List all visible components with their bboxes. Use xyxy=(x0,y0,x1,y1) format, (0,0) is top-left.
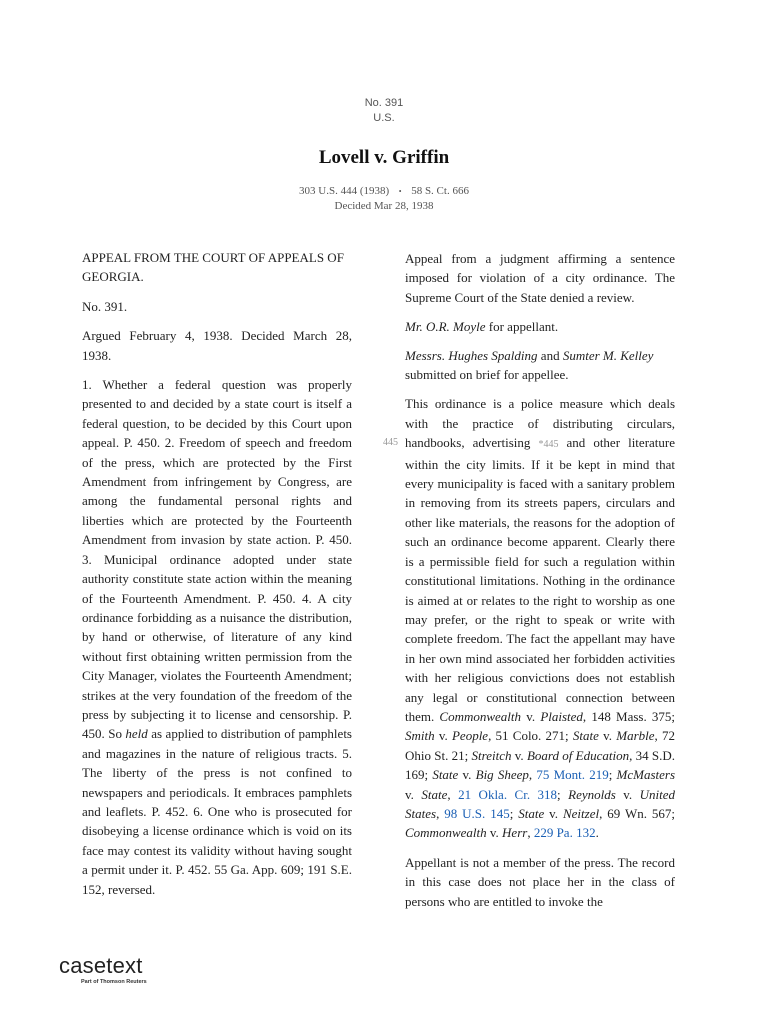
versus: v. xyxy=(458,767,476,783)
star-page-marker: *445 xyxy=(538,439,559,451)
court-name: U.S. xyxy=(373,112,395,124)
citation-link[interactable]: 229 Pa. 132 xyxy=(533,825,596,841)
case-cite: , 51 Colo. 271; xyxy=(488,728,573,744)
left-column xyxy=(82,248,352,909)
citation-link[interactable]: 75 Mont. 219 xyxy=(536,767,609,783)
argued-decided: Argued February 4, 1938. Decided March 28, 1938. xyxy=(82,328,352,363)
opinion-text-a: This ordinance is a police measure which deals with the practice of distributing circulars, handbooks, advertising xyxy=(405,396,675,451)
appellant-counsel-text: for appellant. xyxy=(485,319,559,335)
versus: v. xyxy=(511,747,527,763)
versus: v. xyxy=(598,728,617,744)
case-title: Lovell v. Griffin xyxy=(318,147,450,168)
case-cite: , 34 S.D. 169; xyxy=(405,747,675,783)
case-number: No. 391. xyxy=(82,298,128,314)
case-party: Herr xyxy=(502,825,528,841)
case-name: Smith xyxy=(405,728,435,744)
case-party: United States xyxy=(405,786,676,821)
appeal-heading: APPEAL FROM THE COURT OF APPEALS OF GEORGIA. xyxy=(82,250,344,285)
appellee-counsel-name-1: Hughes Spalding xyxy=(448,347,538,363)
opinion-paragraph-2: Appellant is not a member of the press. The record in this case does not place her in the class of persons who are entitled to invoke the xyxy=(405,854,675,909)
versus: v. xyxy=(486,825,503,841)
syllabus-text-a: 1. Whether a federal question was properly presented to and decided by a state court is itself a federal question, to be decided by this Court upon appeal. P. 450. 2. Freedom of speech and freedom of the press, which are protected by the First Amendment from infringement by Congress, are among the fundamental personal rights and liberties which are protected by the Fourteenth Amendment from invasion by state action. P. 450. 3. Municipal ordinance adopted under state authority constitute state action within the meaning of the Fourteenth Amendment. P. 450. 4. A city ordinance forbidding as a nuisance the distribution, by hand or otherwise, of literature of any kind without first obtaining written permission from the City Manager, violates the Fourteenth Amendment; strikes at the very foundation of the freedom of the press by subjecting it to license and censorship. P. 450. So xyxy=(82,377,352,742)
case-name: Streitch xyxy=(471,747,512,763)
citation-separator: • xyxy=(398,187,402,196)
cite-separator: , xyxy=(527,825,534,841)
appellee-and: and xyxy=(537,347,563,363)
cite-end: ; xyxy=(557,786,569,802)
decided-date: Decided Mar 28, 1938 xyxy=(334,200,434,212)
logo-tagline: Part of Thomson Reuters xyxy=(81,979,147,985)
citation-row xyxy=(0,184,768,199)
reporter-citation: 303 U.S. 444 (1938) xyxy=(299,185,390,197)
case-cite: , 148 Mass. 375; xyxy=(582,708,676,724)
logo-wordmark: casetext xyxy=(59,953,143,978)
case-party: Big Sheep xyxy=(475,767,529,783)
appellee-prefix: Messrs. xyxy=(405,347,449,363)
parallel-citation: 58 S. Ct. 666 xyxy=(411,185,469,197)
cite-end: . xyxy=(595,825,599,841)
versus: v. xyxy=(544,805,563,821)
appellee-counsel-text: submitted on brief for appellee. xyxy=(405,367,569,383)
cite-separator: , xyxy=(528,767,537,783)
opinion-text-b: and other literature within the city limits. If it be kept in mind that every municipality is faced with a sanitary problem in removing from its streets papers, circulars and other like materials, the reasons for the adoption of such an ordinance become apparent. Clearly there is a permissible field for such a regulation within constitutional limitations. Nothing in the ordinance is aimed at or relates to the right to worship as one may prefer, or the right to speak or write with complete freedom. The fact the appellant may have in her own mind associated her forbidden activities with her religious convictions does not establish any legal or constitutional connection between them. xyxy=(405,435,675,724)
case-party: Board of Education xyxy=(526,747,630,763)
case-party: Marble xyxy=(616,728,655,744)
case-party: People xyxy=(451,728,489,744)
case-name: State xyxy=(432,767,459,783)
case-name: Commonwealth xyxy=(405,825,487,841)
counsel-appellant xyxy=(405,317,675,336)
syllabus-held: held xyxy=(125,726,148,742)
citation-link[interactable]: 98 U.S. 145 xyxy=(444,805,510,821)
versus: v. xyxy=(615,786,640,802)
case-party: State xyxy=(421,786,448,802)
case-cite: , 69 Wn. 567; xyxy=(599,805,675,821)
versus: v. xyxy=(434,728,452,744)
counsel-appellee xyxy=(405,346,675,385)
right-column xyxy=(405,249,675,921)
opinion-paragraph xyxy=(405,394,675,842)
appellant-counsel-name: Mr. O.R. Moyle xyxy=(405,319,486,335)
cite-end: ; xyxy=(509,805,519,821)
appellee-counsel-name-2: Sumter M. Kelley xyxy=(562,347,654,363)
case-cite: , 72 Ohio St. 21; xyxy=(405,728,676,763)
citation-link[interactable]: 21 Okla. Cr. 318 xyxy=(458,786,558,802)
syllabus-paragraph xyxy=(82,375,352,899)
cite-separator: , xyxy=(447,786,459,802)
case-header xyxy=(0,96,768,214)
syllabus-text-b: as applied to distribution of pamphlets and magazines in the nature of religious tracts. 5. The liberty of the press is not confined to newspapers and periodicals. It embraces pamphlets and leaflets. P. 452. 6. One who is prosecuted for disobeying a license ordinance which is void on its face may contest its validity without having sought a permit under it. P. 452. 55 Ga. App. 609; 191 S.E. 152, reversed. xyxy=(82,726,352,897)
case-party: Plaisted xyxy=(540,708,583,724)
case-name: Commonwealth xyxy=(439,708,522,724)
margin-page-number: 445 xyxy=(383,437,398,448)
case-party: Neitzel xyxy=(562,805,600,821)
case-name: State xyxy=(572,728,599,744)
versus: v. xyxy=(521,708,541,724)
cite-separator: , xyxy=(436,805,445,821)
case-name: Reynolds xyxy=(568,786,616,802)
cite-end: ; xyxy=(608,767,617,783)
docket-number: No. 391 xyxy=(364,97,404,109)
casetext-logo[interactable] xyxy=(59,953,147,986)
case-name: McMasters xyxy=(616,767,676,783)
versus: v. xyxy=(405,786,422,802)
intro-paragraph: Appeal from a judgment affirming a sentence imposed for violation of a city ordinance. The Supreme Court of the State denied a review. xyxy=(405,251,675,305)
case-name: State xyxy=(518,805,545,821)
